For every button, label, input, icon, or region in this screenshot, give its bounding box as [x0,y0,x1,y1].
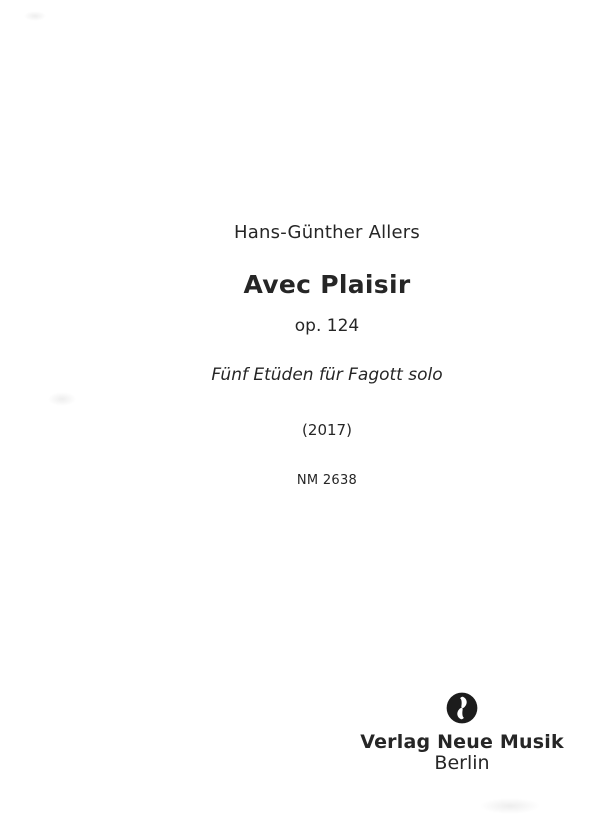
scan-smudge [24,11,46,21]
publisher-logo-icon [324,692,600,726]
publisher-city: Berlin [434,751,490,774]
scan-smudge [48,392,76,406]
composition-year: (2017) [302,421,352,439]
work-subtitle: Fünf Etüden für Fagott solo [211,365,443,385]
composer-name: Hans-Günther Allers [234,222,420,243]
catalog-number: NM 2638 [296,473,358,488]
publisher-name: Verlag Neue Musik [360,731,564,753]
scan-smudge [480,798,540,814]
publisher-imprint [324,692,600,775]
work-title: Avec Plaisir [243,270,411,299]
opus-number: op. 124 [294,316,360,336]
